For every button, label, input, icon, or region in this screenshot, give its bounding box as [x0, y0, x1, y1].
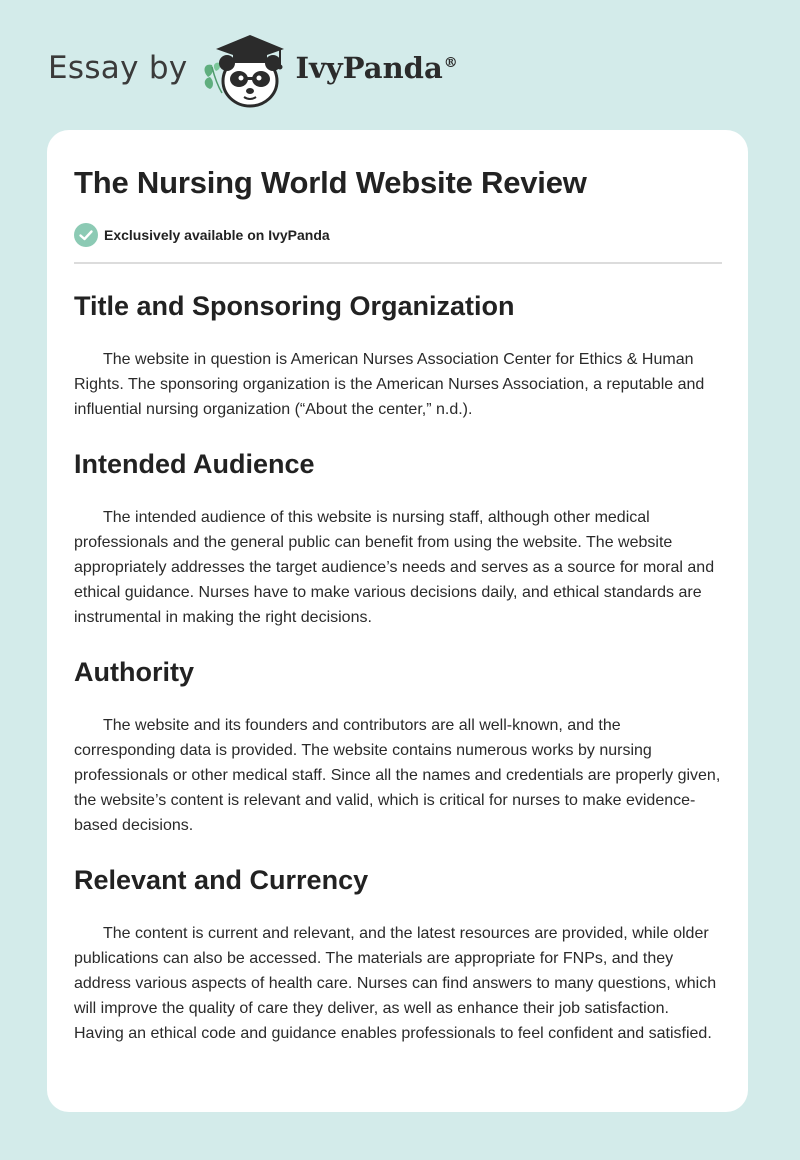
article-card [47, 130, 748, 1112]
section-relevant-currency [74, 860, 722, 1046]
check-circle-icon [74, 223, 98, 247]
section-heading: Intended Audience [74, 449, 315, 479]
ivypanda-logo-link[interactable] [200, 27, 458, 109]
section-intended-audience [74, 444, 722, 630]
section-paragraph: The intended audience of this website is nursing staff, although other medical professionals and the general public can benefit from using the website. The website appropriately addresses the target audience’s needs and serves as a source for moral and ethical guidance. Nurses have to make various decisions daily, and ethical standards are instrumental in making the right decisions. [74, 509, 715, 626]
section-authority [74, 652, 722, 838]
section-title-sponsoring [74, 286, 722, 422]
title-divider [74, 262, 722, 264]
section-paragraph: The website in question is American Nurses Association Center for Ethics & Human Rights. The sponsoring organization is the American Nurses Association, a reputable and influential nursing organization (“About the center,” n.d.). [74, 351, 705, 418]
panda-graduate-icon [200, 27, 290, 109]
site-header [48, 28, 458, 108]
section-heading: Title and Sponsoring Organization [74, 291, 515, 321]
section-paragraph: The website and its founders and contributors are all well-known, and the corresponding data is provided. The website contains numerous works by nursing professionals or other medical staff. Since all the names and credentials are properly given, the website’s content is relevant and valid, which is critical for nurses to make evidence-based decisions. [74, 717, 721, 834]
section-paragraph: The content is current and relevant, and the latest resources are provided, while older publications can also be accessed. The materials are appropriate for FNPs, and they address various aspects of health care. Nurses can find answers to many questions, which will improve the quality of care they deliver, as well as enhance their job satisfaction. Having an ethical code and guidance enables professionals to feel confident and satisfied. [74, 925, 717, 1042]
page-title: The Nursing World Website Review [74, 165, 587, 200]
section-heading: Relevant and Currency [74, 865, 369, 895]
essay-by-label: Essay by [48, 50, 188, 86]
registered-mark: ® [443, 55, 458, 72]
brand-name: IvyPanda® [295, 51, 458, 85]
exclusive-badge-label: Exclusively available on IvyPanda [104, 227, 330, 243]
section-heading: Authority [74, 657, 194, 687]
exclusive-badge [74, 222, 722, 248]
